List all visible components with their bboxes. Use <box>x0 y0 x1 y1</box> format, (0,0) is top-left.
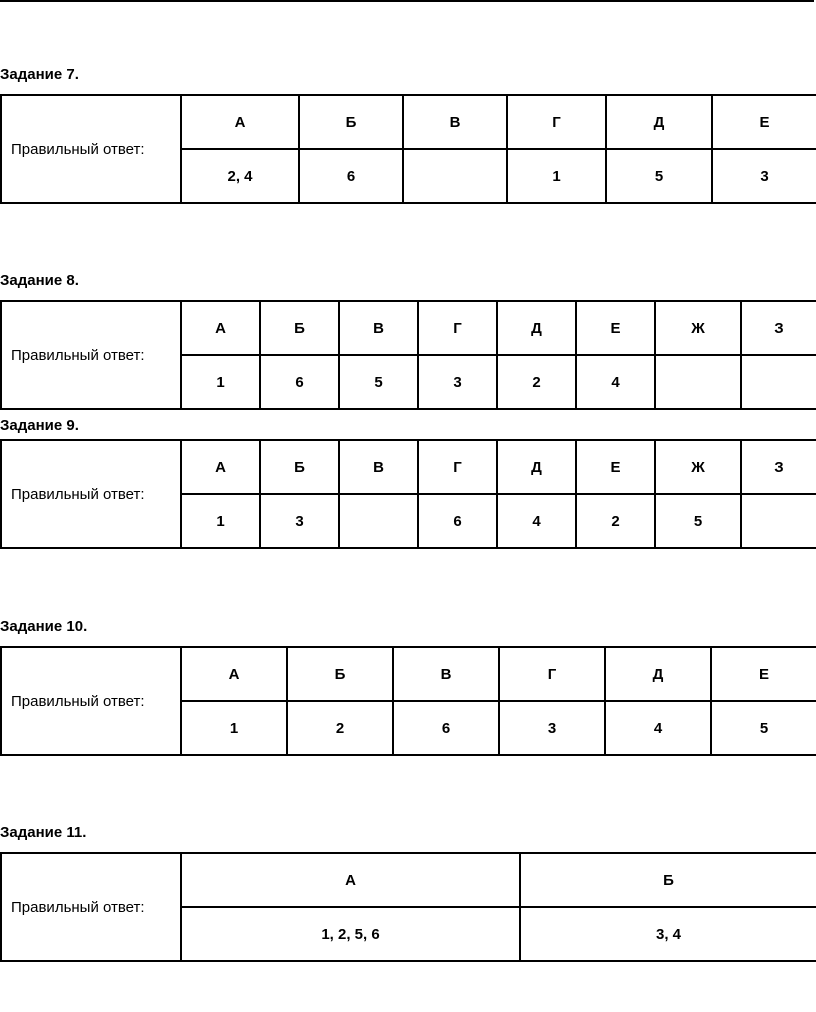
letter-cell: Е <box>576 440 655 494</box>
task-7-answer-table <box>0 94 816 204</box>
answer-label: Правильный ответ: <box>1 440 181 548</box>
answer-label: Правильный ответ: <box>1 95 181 203</box>
answer-cell <box>403 149 507 203</box>
letter-cell: Б <box>287 647 393 701</box>
table-row <box>1 647 816 701</box>
letter-cell: Д <box>497 301 576 355</box>
task-8-title: Задание 8. <box>0 272 79 289</box>
answer-cell: 1, 2, 5, 6 <box>181 907 520 961</box>
answer-cell: 6 <box>418 494 497 548</box>
table-row <box>1 440 816 494</box>
top-rule <box>0 0 814 2</box>
answer-cell: 1 <box>507 149 606 203</box>
answer-cell: 1 <box>181 355 260 409</box>
task-11-answer-table <box>0 852 816 962</box>
letter-cell: Ж <box>655 301 741 355</box>
answer-cell: 1 <box>181 701 287 755</box>
answer-cell: 6 <box>260 355 339 409</box>
letter-cell: Е <box>711 647 816 701</box>
answer-cell: 3 <box>499 701 605 755</box>
task-8-answer-table <box>0 300 816 410</box>
answer-cell: 2 <box>287 701 393 755</box>
letter-cell: В <box>339 301 418 355</box>
letter-cell: Ж <box>655 440 741 494</box>
letter-cell: А <box>181 301 260 355</box>
answer-cell: 3, 4 <box>520 907 816 961</box>
answer-cell <box>655 355 741 409</box>
letter-cell: А <box>181 440 260 494</box>
answer-cell: 1 <box>181 494 260 548</box>
answer-cell <box>741 494 816 548</box>
letter-cell: З <box>741 301 816 355</box>
answer-label: Правильный ответ: <box>1 853 181 961</box>
answer-cell: 5 <box>606 149 712 203</box>
task-9-title: Задание 9. <box>0 417 79 434</box>
task-10-title: Задание 10. <box>0 618 88 635</box>
answer-cell: 2 <box>576 494 655 548</box>
answer-cell: 5 <box>655 494 741 548</box>
answer-cell: 3 <box>418 355 497 409</box>
answer-cell: 4 <box>497 494 576 548</box>
answer-cell <box>339 494 418 548</box>
answer-cell: 6 <box>393 701 499 755</box>
task-10-answer-table <box>0 646 816 756</box>
answer-cell <box>741 355 816 409</box>
table-row <box>1 95 816 149</box>
answer-label: Правильный ответ: <box>1 301 181 409</box>
letter-cell: В <box>339 440 418 494</box>
letter-cell: В <box>393 647 499 701</box>
answer-cell: 2 <box>497 355 576 409</box>
letter-cell: Б <box>260 440 339 494</box>
letter-cell: Б <box>260 301 339 355</box>
table-row <box>1 301 816 355</box>
letter-cell: Д <box>497 440 576 494</box>
answer-cell: 6 <box>299 149 403 203</box>
answer-cell: 4 <box>576 355 655 409</box>
letter-cell: А <box>181 853 520 907</box>
letter-cell: Е <box>712 95 816 149</box>
letter-cell: Б <box>520 853 816 907</box>
answer-cell: 3 <box>712 149 816 203</box>
letter-cell: З <box>741 440 816 494</box>
letter-cell: А <box>181 95 299 149</box>
answer-cell: 2, 4 <box>181 149 299 203</box>
letter-cell: Б <box>299 95 403 149</box>
letter-cell: А <box>181 647 287 701</box>
table-row <box>1 853 816 907</box>
answer-cell: 5 <box>339 355 418 409</box>
letter-cell: Г <box>507 95 606 149</box>
task-7-title: Задание 7. <box>0 66 79 83</box>
answer-cell: 4 <box>605 701 711 755</box>
answer-label: Правильный ответ: <box>1 647 181 755</box>
letter-cell: Д <box>605 647 711 701</box>
letter-cell: Г <box>499 647 605 701</box>
letter-cell: В <box>403 95 507 149</box>
answer-cell: 3 <box>260 494 339 548</box>
letter-cell: Г <box>418 440 497 494</box>
task-11-title: Задание 11. <box>0 824 87 841</box>
letter-cell: Г <box>418 301 497 355</box>
task-9-answer-table <box>0 439 816 549</box>
answer-cell: 5 <box>711 701 816 755</box>
letter-cell: Д <box>606 95 712 149</box>
letter-cell: Е <box>576 301 655 355</box>
